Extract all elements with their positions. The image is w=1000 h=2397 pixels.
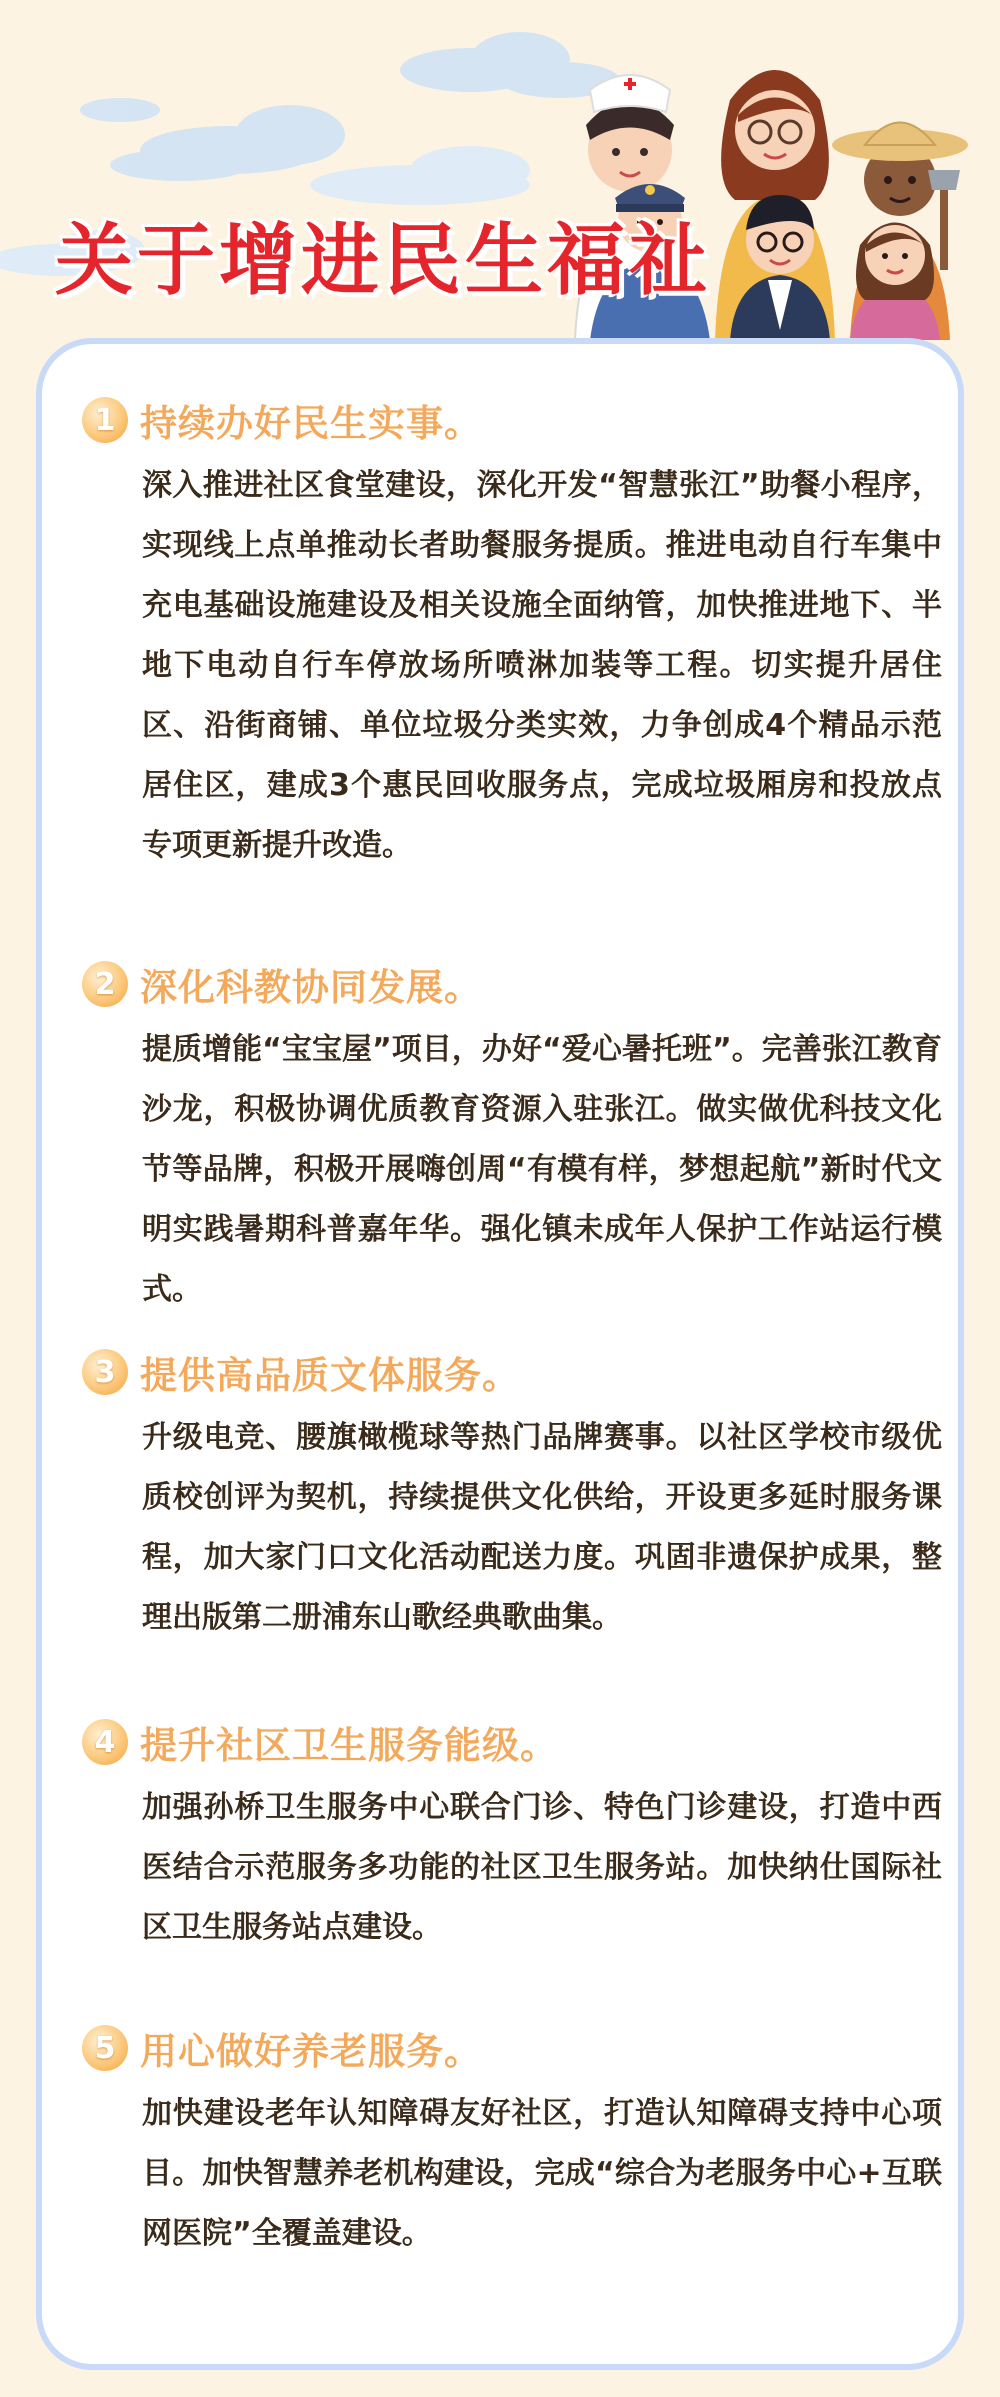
section-heading: 深化科教协同发展。 — [140, 966, 482, 1009]
section-body: 加快建设老年认知障碍友好社区，打造认知障碍支持中心项目。加快智慧养老机构建设，完成“综合为老服务中心+互联网医院”全覆盖建设。 — [142, 2096, 942, 2251]
section-4 — [82, 1714, 942, 1958]
header-banner — [0, 0, 1000, 340]
section-heading-row — [82, 2020, 942, 2076]
section-body: 提质增能“宝宝屋”项目，办好“爱心暑托班”。完善张江教育沙龙，积极协调优质教育资源入驻张江。做实做优科技文化节等品牌，积极开展嗨创周“有模有样，梦想起航”新时代文明实践暑期科普嘉年华。强化镇未成年人保护工作站运行模式。 — [142, 1032, 942, 1307]
section-heading-row — [82, 1344, 942, 1400]
section-5 — [82, 2020, 942, 2264]
number-badge-icon: 5 — [82, 2025, 128, 2071]
section-body: 加强孙桥卫生服务中心联合门诊、特色门诊建设，打造中西医结合示范服务多功能的社区卫生服务站。加快纳仕国际社区卫生服务站点建设。 — [142, 1790, 942, 1945]
content-card — [36, 338, 964, 2370]
section-heading-row — [82, 1714, 942, 1770]
number-badge-icon: 4 — [82, 1719, 128, 1765]
section-heading: 提供高品质文体服务。 — [140, 1354, 520, 1397]
section-1 — [82, 392, 942, 876]
section-2 — [82, 956, 942, 1320]
page-title: 关于增进民生福祉 — [55, 216, 712, 306]
section-heading: 提升社区卫生服务能级。 — [140, 1724, 558, 1767]
number-badge-icon: 1 — [82, 397, 128, 443]
section-heading-row — [82, 956, 942, 1012]
section-heading-row — [82, 392, 942, 448]
number-badge-icon: 3 — [82, 1349, 128, 1395]
section-body: 深入推进社区食堂建设，深化开发“智慧张江”助餐小程序，实现线上点单推动长者助餐服务提质。推进电动自行车集中充电基础设施建设及相关设施全面纳管，加快推进地下、半地下电动自行车停放场所喷淋加装等工程。切实提升居住区、沿街商铺、单位垃圾分类实效，力争创成4个精品示范居住区，建成3个惠民回收服务点，完成垃圾厢房和投放点专项更新提升改造。 — [142, 468, 942, 863]
section-3 — [82, 1344, 942, 1648]
section-heading: 持续办好民生实事。 — [140, 402, 482, 445]
number-badge-icon: 2 — [82, 961, 128, 1007]
section-body: 升级电竞、腰旗橄榄球等热门品牌赛事。以社区学校市级优质校创评为契机，持续提供文化供给，开设更多延时服务课程，加大家门口文化活动配送力度。巩固非遗保护成果，整理出版第二册浦东山歌经典歌曲集。 — [142, 1420, 942, 1635]
section-heading: 用心做好养老服务。 — [140, 2030, 482, 2073]
